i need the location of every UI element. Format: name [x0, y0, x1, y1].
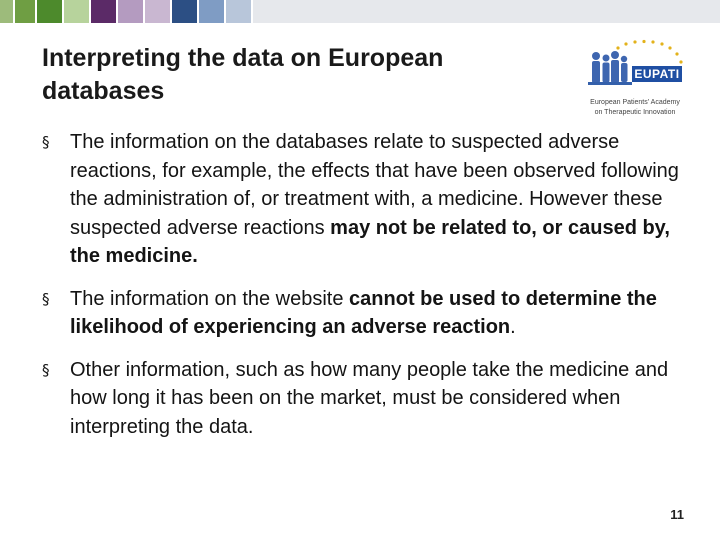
logo-subtitle-line: European Patients' Academy	[590, 99, 680, 106]
slide-title-line: Interpreting the data on European	[42, 44, 444, 72]
strip-square	[118, 0, 143, 23]
bullet-text: .	[510, 316, 516, 338]
bullet-text: The information on the databases relate to suspected adverse reactions, for example, the effects that have been observed following the administration of, or treatment with, a medicine. However these suspected adverse reactions	[70, 131, 679, 239]
decorative-color-strip	[0, 0, 720, 23]
logo-subtitle-line: on Therapeutic Innovation	[594, 109, 676, 116]
bullet-item	[42, 285, 682, 342]
strip-square	[0, 0, 13, 23]
strip-square	[64, 0, 89, 23]
bullet-list	[42, 128, 682, 441]
square-bullet-icon: §	[42, 360, 50, 379]
strip-square	[172, 0, 197, 23]
logo-subtitle	[575, 98, 695, 118]
strip-square	[37, 0, 62, 23]
bullet-bold-text: cannot be used to determine the likelihood of experiencing an adverse reaction	[70, 287, 657, 338]
page-number: 11	[670, 507, 684, 522]
strip-square	[253, 0, 720, 23]
bullet-text: Other information, such as how many people take the medicine and how long it has been on the market, must be considered when interpreting the data.	[70, 358, 669, 438]
slide-title	[42, 42, 542, 108]
bullet-item	[42, 128, 682, 271]
square-bullet-icon: §	[42, 133, 50, 151]
bullet-text: The information on the website	[70, 287, 350, 310]
strip-square	[15, 0, 35, 23]
bullet-bold-text: may not be related to, or caused by, the medicine.	[70, 216, 670, 267]
bullet-item	[42, 356, 682, 442]
square-bullet-icon: §	[42, 289, 50, 308]
people-figures-icon	[588, 51, 632, 85]
strip-square	[91, 0, 116, 23]
slide-title-line: databases	[42, 77, 165, 105]
strip-square	[226, 0, 251, 23]
logo-wordmark: EUPATI	[634, 67, 680, 81]
strip-square	[145, 0, 170, 23]
strip-square	[199, 0, 224, 23]
